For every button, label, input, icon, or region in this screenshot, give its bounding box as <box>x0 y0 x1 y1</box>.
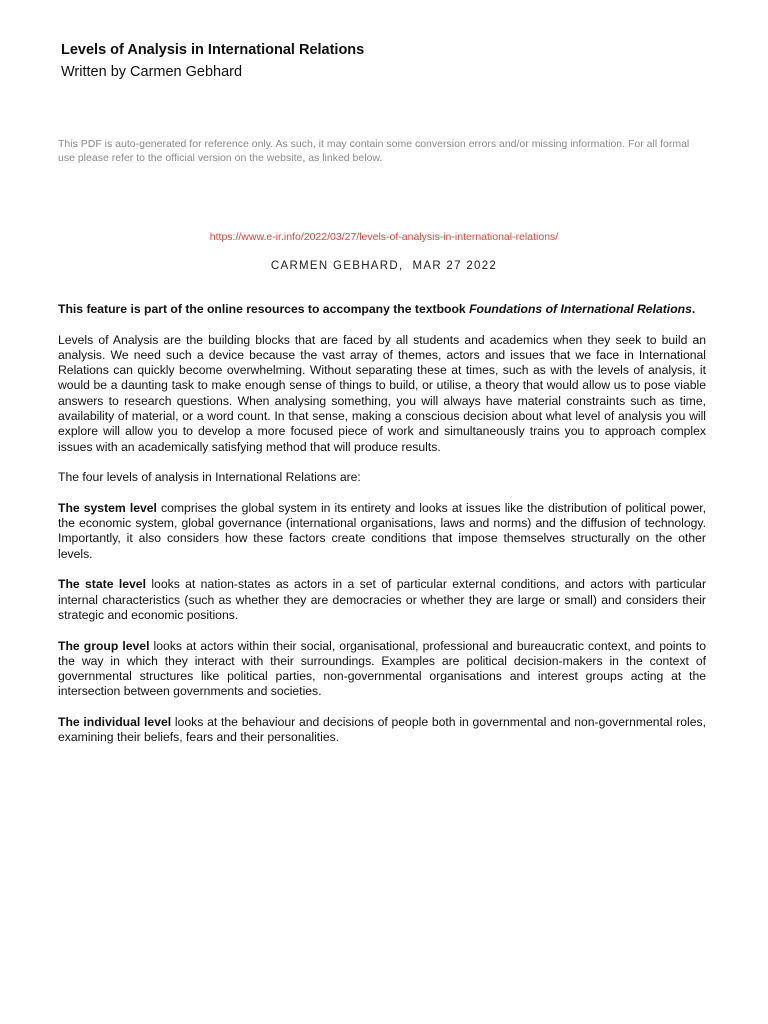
level-term: The individual level <box>58 715 172 730</box>
system-level-paragraph <box>58 501 706 562</box>
pdf-disclaimer-notice: This PDF is auto-generated for reference only. As such, it may contain some conversion errors and/or missing information. For all formal use please refer to the official version on the website, as linked below. <box>58 138 690 164</box>
article-body <box>58 302 706 761</box>
state-level-paragraph <box>58 577 706 623</box>
document-title: Levels of Analysis in International Relations <box>61 42 365 58</box>
publication-date: MAR 27 2022 <box>412 260 498 272</box>
body-paragraph: Levels of Analysis are the building blocks that are faced by all students and academics when they seek to build an analysis. We need such a device because the vast array of themes, actors and issues that we face in International Relations can quickly become overwhelming. Without separating these at times, such as with the levels of analysis, it would be a daunting task to make enough sense of things to build, or utilise, a theory that would allow us to pose viable answers to research questions. When analysing something, you will always have material constraints such as time, availability of material, or a word count. In that sense, making a conscious decision about what level of analysis you will explore will allow you to develop a more focused piece of work and simultaneously trains you to approach complex issues with an academically satisfying method that will produce results. <box>58 332 706 454</box>
individual-level-paragraph <box>58 715 706 746</box>
level-term: The group level <box>58 638 150 653</box>
level-description: looks at the behaviour and decisions of people both in governmental and non-governmental roles, examining their beliefs, fears and their personalities. <box>58 715 706 745</box>
source-url-link[interactable]: https://www.e-ir.info/2022/03/27/levels-of-analysis-in-international-relations/ <box>209 231 559 243</box>
author-date-line <box>0 258 768 274</box>
level-description: looks at nation-states as actors in a set of particular external conditions, and actors with particular internal characteristics (such as whether they are democracies or whether they are large or small) and considers their strategic and economic positions. <box>58 577 707 622</box>
levels-lead-in: The four levels of analysis in International Relations are: <box>58 470 361 485</box>
level-description: comprises the global system in its entirety and looks at issues like the distribution of political power, the economic system, global governance (international organisations, laws and norms) and the diffusion of technology. Importantly, it also considers how these factors create conditions that impose themselves structurally on the other levels. <box>58 500 706 561</box>
level-description: looks at actors within their social, organisational, professional and bureaucratic context, and points to the way in which they interact with their surroundings. Examples are political decision-makers in the context of governmental structures like political parties, non-governmental organisations and interest groups acting at the intersection between governments and societies. <box>58 638 706 699</box>
intro-period: . <box>691 302 696 316</box>
textbook-title: Foundations of International Relations <box>469 302 692 316</box>
group-level-paragraph <box>58 639 706 700</box>
intro-paragraph <box>58 302 706 317</box>
document-byline: Written by Carmen Gebhard <box>61 64 243 80</box>
author-name: CARMEN GEBHARD, <box>270 260 404 272</box>
level-term: The state level <box>58 577 146 592</box>
intro-text: This feature is part of the online resources to accompany the textbook <box>58 302 470 316</box>
level-term: The system level <box>58 500 157 515</box>
